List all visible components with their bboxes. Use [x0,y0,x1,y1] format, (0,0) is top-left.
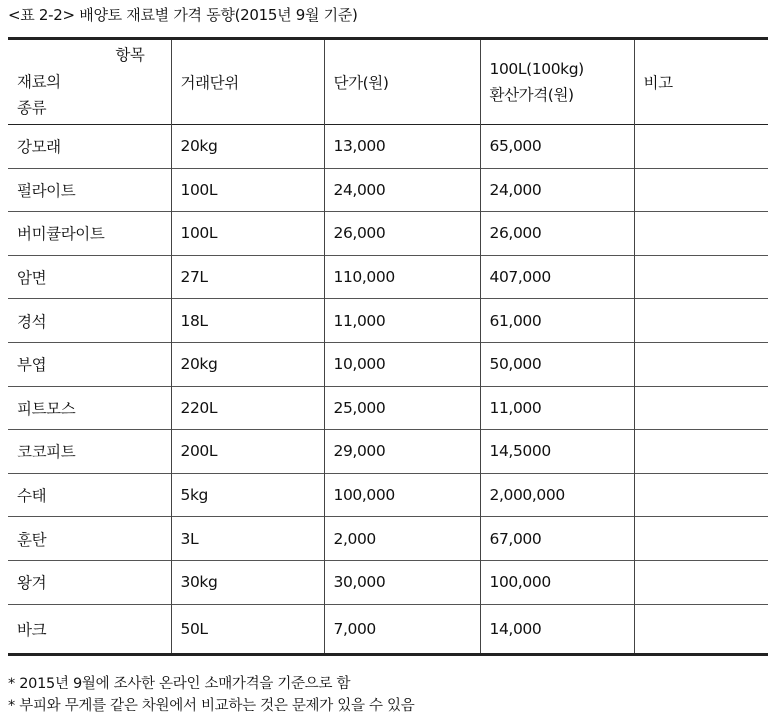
cell-unit: 18L [171,299,324,343]
cell-converted: 65,000 [480,125,634,169]
table-row [8,255,768,299]
cell-remarks [634,386,768,430]
cell-price: 29,000 [324,430,480,474]
cell-unit: 100L [171,212,324,256]
cell-converted: 24,000 [480,168,634,212]
cell-name: 버미큘라이트 [17,225,105,244]
cell-remarks [634,560,768,604]
cell-remarks [634,604,768,654]
cell-unit: 30kg [171,560,324,604]
cell-name: 왕겨 [17,574,47,593]
cell-converted: 61,000 [480,299,634,343]
cell-price: 24,000 [324,168,480,212]
cell-price: 100,000 [324,473,480,517]
table-row [8,386,768,430]
table-header-row [8,39,768,125]
cell-remarks [634,517,768,561]
cell-price: 2,000 [324,517,480,561]
table-row [8,168,768,212]
table-caption: <표 2-2> 배양토 재료별 가격 동향(2015년 9월 기준) [8,6,358,24]
cell-converted: 2,000,000 [480,473,634,517]
cell-unit: 3L [171,517,324,561]
cell-remarks [634,299,768,343]
table-row [8,560,768,604]
cell-unit: 20kg [171,342,324,386]
cell-converted: 67,000 [480,517,634,561]
cell-name: 경석 [17,312,47,331]
header-material-label-line1: 재료의 [17,73,61,91]
cell-remarks [634,125,768,169]
cell-price: 30,000 [324,560,480,604]
cell-converted: 14,5000 [480,430,634,474]
cell-converted: 26,000 [480,212,634,256]
cell-price: 10,000 [324,342,480,386]
table-row [8,342,768,386]
table-row [8,517,768,561]
header-cell-item-material [8,39,171,125]
cell-name: 바크 [17,620,47,639]
cell-name: 피트모스 [17,399,76,418]
cell-unit: 220L [171,386,324,430]
cell-remarks [634,168,768,212]
table-row [8,212,768,256]
footnote-1: * 2015년 9월에 조사한 온라인 소매가격을 기준으로 함 [8,676,351,692]
header-cell-converted [480,39,634,125]
cell-remarks [634,430,768,474]
header-converted-line2: 환산가격(원) [489,86,574,104]
cell-price: 13,000 [324,125,480,169]
cell-unit: 20kg [171,125,324,169]
header-converted-line1: 100L(100kg) [489,60,584,78]
footnotes [8,673,414,717]
cell-unit: 100L [171,168,324,212]
cell-price: 110,000 [324,255,480,299]
table-row [8,604,768,654]
cell-price: 26,000 [324,212,480,256]
header-cell-price: 단가(원) [324,39,480,125]
cell-unit: 27L [171,255,324,299]
cell-converted: 100,000 [480,560,634,604]
table-body [8,125,768,655]
cell-unit: 5kg [171,473,324,517]
cell-converted: 11,000 [480,386,634,430]
cell-converted: 407,000 [480,255,634,299]
header-cell-remarks: 비고 [634,39,768,125]
table-row [8,473,768,517]
header-cell-unit: 거래단위 [171,39,324,125]
cell-remarks [634,255,768,299]
cell-name: 펄라이트 [17,181,76,200]
cell-name: 코코피트 [17,443,76,462]
cell-name: 암면 [17,269,47,288]
cell-unit: 200L [171,430,324,474]
price-table [8,37,768,656]
table-row [8,299,768,343]
cell-name: 수태 [17,487,47,506]
header-material-label-line2: 종류 [17,99,47,117]
table-row [8,125,768,169]
cell-price: 11,000 [324,299,480,343]
cell-remarks [634,473,768,517]
cell-name: 강모래 [17,138,61,157]
footnote-2: * 부피와 무게를 같은 차원에서 비교하는 것은 문제가 있을 수 있음 [8,698,415,714]
cell-price: 7,000 [324,604,480,654]
cell-remarks [634,342,768,386]
cell-name: 부엽 [17,356,47,375]
header-item-label: 항목 [115,46,145,64]
cell-unit: 50L [171,604,324,654]
cell-remarks [634,212,768,256]
cell-converted: 14,000 [480,604,634,654]
cell-name: 훈탄 [17,530,47,549]
cell-price: 25,000 [324,386,480,430]
table-row [8,430,768,474]
cell-converted: 50,000 [480,342,634,386]
